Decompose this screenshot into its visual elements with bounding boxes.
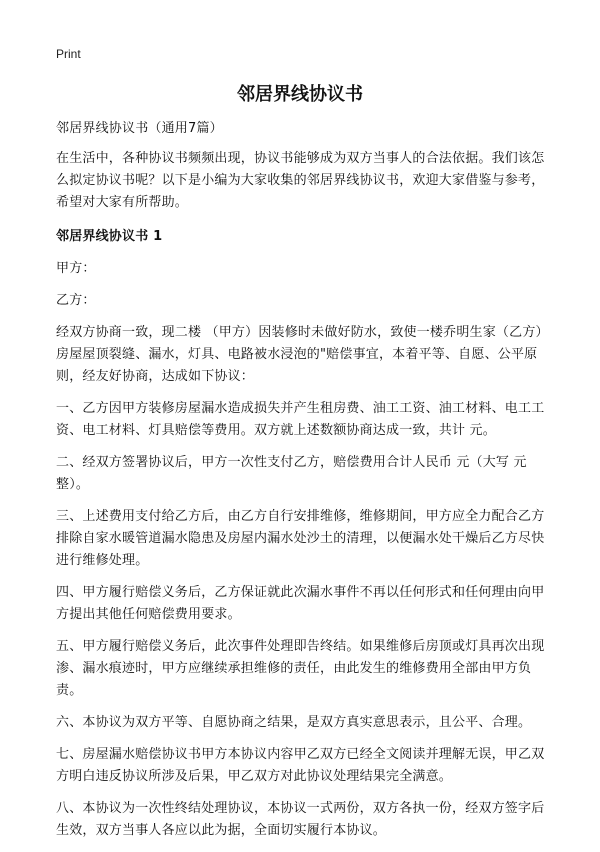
- document-title: 邻居界线协议书: [237, 84, 363, 105]
- party-a-label: 甲方：: [56, 261, 96, 276]
- intro-paragraph: 在生活中，各种协议书频频出现，协议书能够成为双方当事人的合法依据。我们该怎么拟定协议书呢？以下是小编为大家收集的邻居界线协议书，欢迎大家借鉴与参考，希望对大家有所帮助。: [56, 151, 545, 210]
- clause-7: 七、房屋漏水赔偿协议书甲方本协议内容甲乙双方已经全文阅读并理解无误，甲乙双方明白违反协议所涉及后果，甲乙双方对此协议处理结果完全满意。: [56, 747, 545, 784]
- clause-8: 八、本协议为一次性终结处理协议，本协议一式两份，双方各执一份，经双方签字后生效，双方当事人各应以此为据，全面切实履行本协议。: [56, 801, 545, 838]
- clause-preamble: 经双方协商一致，现二楼 （甲方）因装修时未做好防水，致使一楼乔明生家（乙方）房屋屋顶裂缝、漏水，灯具、电路被水浸泡的"赔偿事宜，本着平等、自愿、公平原则，经友好协商，达成如下协议：: [56, 325, 549, 384]
- clause-4: 四、甲方履行赔偿义务后，乙方保证就此次漏水事件不再以任何形式和任何理由向甲方提出其他任何赔偿费用要求。: [56, 585, 545, 622]
- print-link[interactable]: Print: [56, 47, 81, 61]
- document-body: [56, 118, 556, 852]
- section-heading: 邻居界线协议书 1: [56, 229, 163, 244]
- clause-5: 五、甲方履行赔偿义务后，此次事件处理即告终结。如果维修后房顶或灯具再次出现渗、漏水痕迹时，甲方应继续承担维修的责任，由此发生的维修费用全部由甲方负责。: [56, 639, 545, 698]
- clause-1: 一、乙方因甲方装修房屋漏水造成损失并产生租房费、油工工资、油工材料、电工工资、电工材料、灯具赔偿等费用。双方就上述数额协商达成一致，共计 元。: [56, 401, 545, 438]
- clause-6: 六、本协议为双方平等、自愿协商之结果，是双方真实意思表示，且公平、合理。: [56, 715, 532, 730]
- clause-2: 二、经双方签署协议后，甲方一次性支付乙方，赔偿费用合计人民币 元（大写 元整）。: [56, 455, 527, 492]
- party-b-label: 乙方：: [56, 293, 96, 308]
- document-subtitle: 邻居界线协议书（通用7篇）: [56, 121, 223, 136]
- clause-3: 三、上述费用支付给乙方后，由乙方自行安排维修，维修期间，甲方应全力配合乙方排除自家水暖管道漏水隐患及房屋内漏水处沙土的清理，以便漏水处干燥后乙方尽快进行维修处理。: [56, 509, 545, 568]
